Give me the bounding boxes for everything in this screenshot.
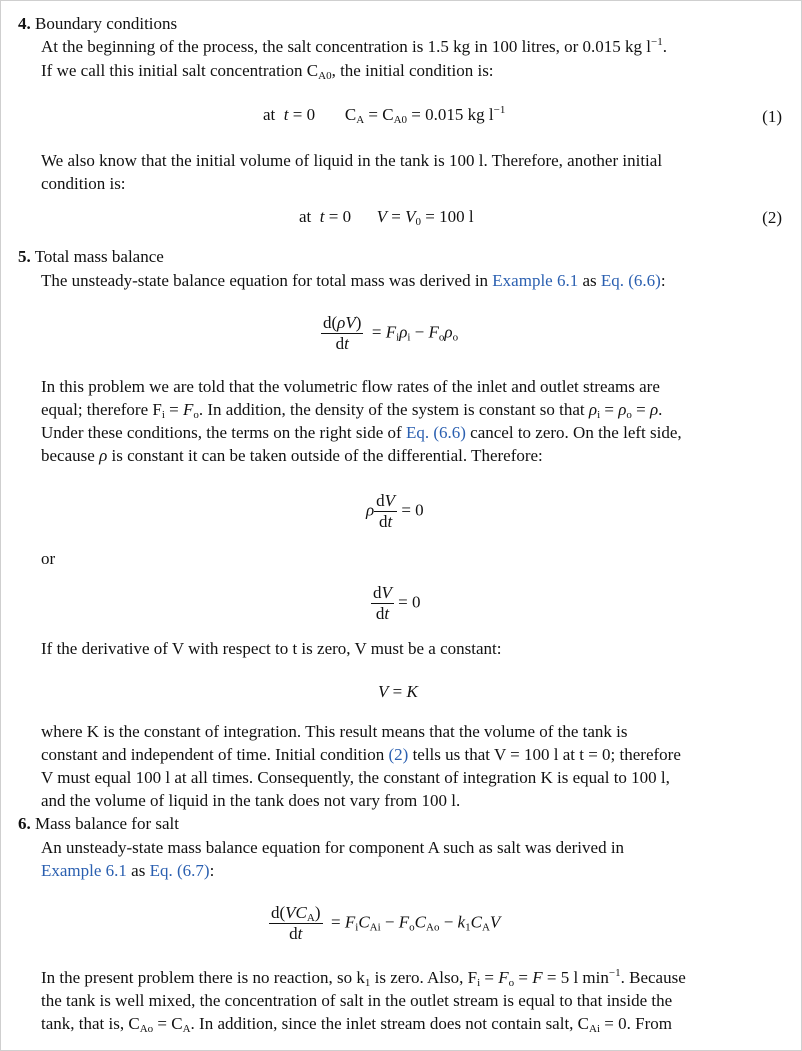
paragraph-line: the tank is well mixed, the concentration of salt in the outlet stream is equal to that inside the xyxy=(41,991,673,1010)
equation-initial-concentration: at t = 0 $C_A = C_{A0} = 0.015$ kg $l^{-1}$ xyxy=(263,104,506,126)
paragraph-line: equal; therefore $F_i = F_o$. In addition, the density of the system is constant so that $\rho_i = \rho_o = \rho$. xyxy=(41,400,663,421)
paragraph-line: tank, that is, $C_{Ao} = C_A$. In addition, since the inlet stream does not contain salt, $C_{Ai} = 0$. From xyxy=(41,1014,672,1035)
paragraph-line: Example 6.1 as Eq. (6.7): xyxy=(41,861,215,880)
paragraph-line: constant and independent of time. Initial condition (2) tells us that V = 100 l at t = 0; therefore xyxy=(41,745,681,764)
link-eq-6-7[interactable]: Eq. (6.7) xyxy=(149,861,210,880)
link-example-6-1[interactable]: Example 6.1 xyxy=(492,271,579,290)
paragraph-line: and the volume of liquid in the tank does not vary from 100 l. xyxy=(41,791,461,810)
paragraph-line: because ρ is constant it can be taken outside of the differential. Therefore: xyxy=(41,446,543,465)
equation-number: (1) xyxy=(762,107,782,126)
link-eq-6-6[interactable]: Eq. (6.6) xyxy=(600,271,661,290)
section-number: 5. xyxy=(18,247,31,266)
equation-salt-mass-balance: $\frac{d(VC_A)}{dt}$ = $F_iC_{Ai} - F_oC_{Ao} - k_1C_AV$ xyxy=(271,903,501,943)
section-title: Mass balance for salt xyxy=(35,814,179,833)
equation-rho-dvdt: ρ $\frac{dV}{dt}$ = 0 xyxy=(366,491,424,531)
section-title: Total mass balance xyxy=(34,247,164,266)
equation-number: (2) xyxy=(762,208,782,227)
section-4-heading xyxy=(18,14,177,34)
section-number: 6. xyxy=(18,814,31,833)
paragraph-line: V must equal 100 l at all times. Consequently, the constant of integration K is equal to 100 l, xyxy=(41,768,670,787)
section-6-heading xyxy=(18,814,179,834)
paragraph-word: or xyxy=(41,549,56,568)
paragraph-line: where K is the constant of integration. This result means that the volume of the tank is xyxy=(41,722,628,741)
paragraph-line: At the beginning of the process, the salt concentration is 1.5 kg in 100 litres, or 0.015 kg $l^{-1}$. xyxy=(41,36,667,56)
paragraph-line: The unsteady-state balance equation for total mass was derived in Example 6.1 as Eq. (6.6): xyxy=(41,271,666,290)
paragraph-line: In this problem we are told that the volumetric flow rates of the inlet and outlet streams are xyxy=(41,377,660,396)
equation-total-mass-balance: $\frac{d(\rho V)}{dt}$ = $F_i\rho_i - F_o\rho_o$ xyxy=(323,313,459,353)
paragraph-line: In the present problem there is no reaction, so $k_1$ is zero. Also, $F_i = F_o = F = 5$ l $\min^{-1}$. Because xyxy=(41,967,686,989)
link-example-6-1[interactable]: Example 6.1 xyxy=(41,861,127,880)
paragraph-line: An unsteady-state mass balance equation for component A such as salt was derived in xyxy=(41,838,625,857)
paragraph-line: Under these conditions, the terms on the right side of Eq. (6.6) cancel to zero. On the left side, xyxy=(41,423,682,442)
link-eq-6-6[interactable]: Eq. (6.6) xyxy=(405,423,466,442)
section-title: Boundary conditions xyxy=(35,14,178,33)
equation-v-constant: V = K xyxy=(378,682,418,701)
paragraph-line: condition is: xyxy=(41,174,126,193)
paragraph-line: If we call this initial salt concentration $C_{A0}$, the initial condition is: xyxy=(41,61,494,82)
section-number: 4. xyxy=(18,14,31,33)
link-condition-2[interactable]: (2) xyxy=(388,745,409,764)
paragraph-line: If the derivative of V with respect to t is zero, V must be a constant: xyxy=(41,639,502,658)
paragraph-line: We also know that the initial volume of liquid in the tank is 100 l. Therefore, another initial xyxy=(41,151,663,170)
section-5-heading xyxy=(18,247,164,267)
equation-dvdt: $\frac{dV}{dt}$ = 0 xyxy=(373,583,421,623)
equation-initial-volume: at t = 0 $V = V_0 = 100$ l xyxy=(299,207,474,228)
